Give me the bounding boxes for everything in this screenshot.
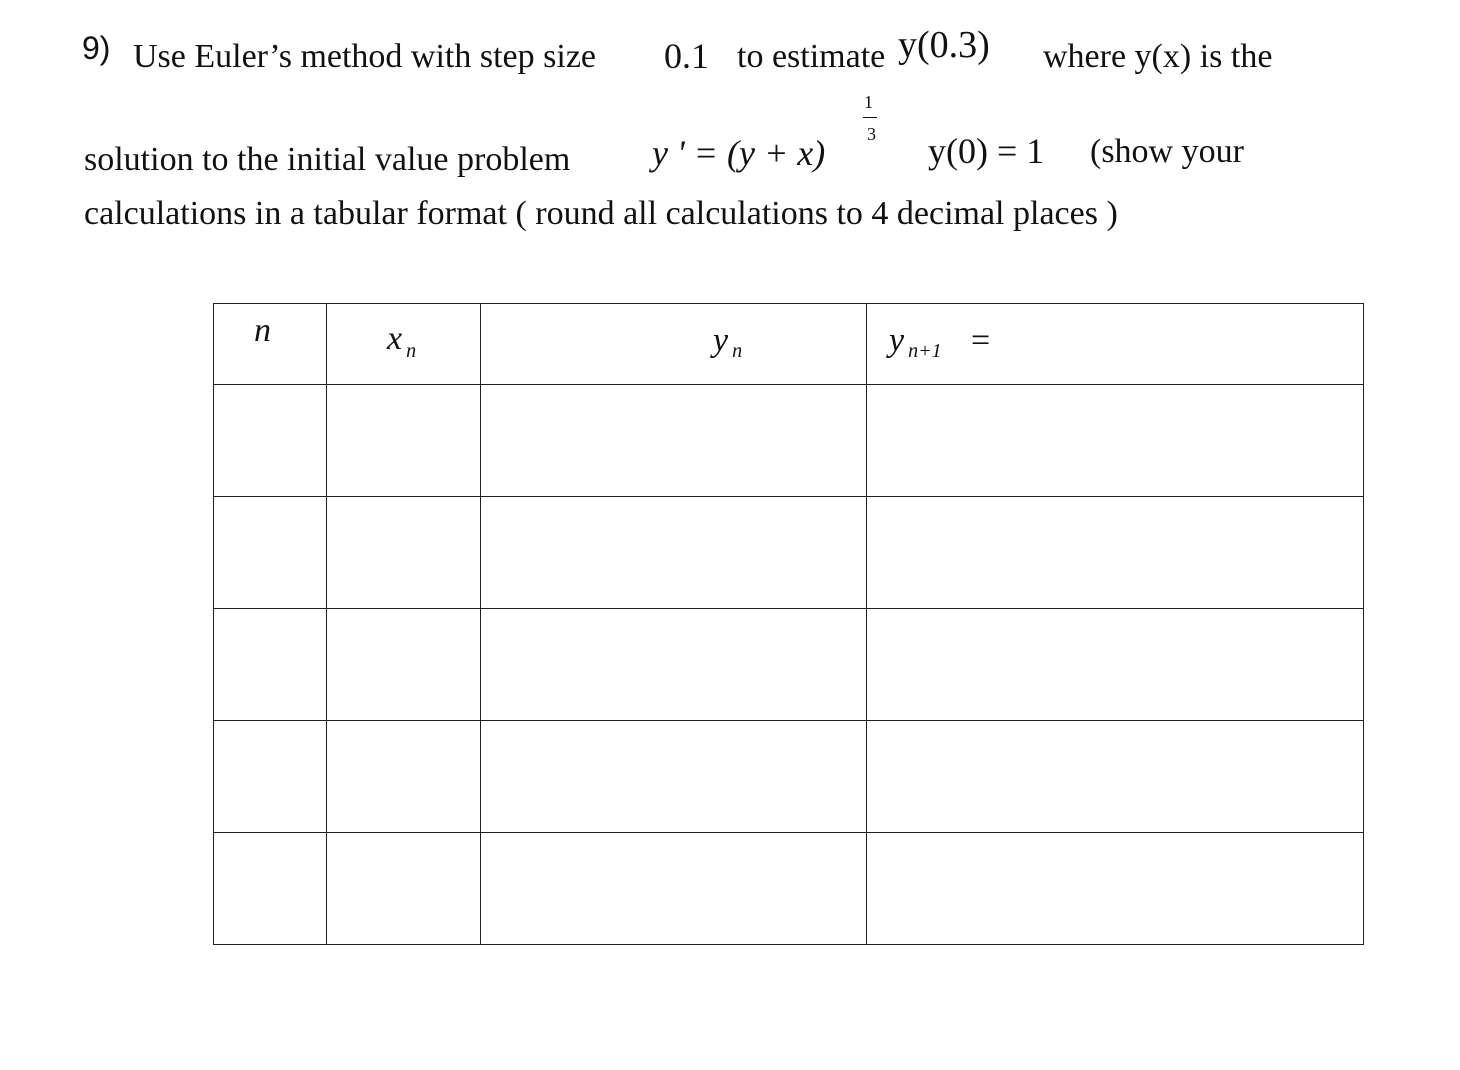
header-equals: = xyxy=(971,322,991,359)
cell-yn[interactable] xyxy=(481,833,867,945)
step-size-value: 0.1 xyxy=(664,36,709,76)
cell-n[interactable] xyxy=(214,497,327,609)
ode-expression: y ' = (y + x) xyxy=(652,133,826,173)
cell-n[interactable] xyxy=(214,385,327,497)
table-header-row xyxy=(214,304,1364,385)
cell-xn[interactable] xyxy=(327,497,481,609)
target-expression: y(0.3) xyxy=(898,24,990,66)
header-yn xyxy=(481,304,867,385)
initial-condition: y(0) = 1 xyxy=(928,131,1045,171)
table-row xyxy=(214,721,1364,833)
cell-yn1[interactable] xyxy=(867,721,1364,833)
table-row xyxy=(214,833,1364,945)
cell-n[interactable] xyxy=(214,721,327,833)
question-line3: calculations in a tabular format ( round all calculations to 4 decimal places ) xyxy=(84,195,1118,232)
table-row xyxy=(214,497,1364,609)
header-yn1-label: yn+1 xyxy=(889,322,942,362)
table-row xyxy=(214,609,1364,721)
header-n-label: n xyxy=(254,312,271,349)
question-line1-part3: where y(x) is the xyxy=(1043,38,1273,75)
cell-n[interactable] xyxy=(214,833,327,945)
cell-xn[interactable] xyxy=(327,385,481,497)
exponent-numerator: 1 xyxy=(864,92,873,112)
cell-yn[interactable] xyxy=(481,609,867,721)
cell-xn[interactable] xyxy=(327,833,481,945)
question-line1-part2: to estimate xyxy=(737,38,886,75)
question-line2-part1: solution to the initial value problem xyxy=(84,141,571,178)
header-n xyxy=(214,304,327,385)
question-line1-part1: Use Euler’s method with step size xyxy=(133,38,597,75)
cell-yn1[interactable] xyxy=(867,497,1364,609)
cell-yn1[interactable] xyxy=(867,385,1364,497)
euler-table xyxy=(213,303,1364,945)
cell-xn[interactable] xyxy=(327,721,481,833)
header-xn-label: x $_n$ xyxy=(387,320,417,362)
fraction-bar xyxy=(863,117,877,118)
question-line2-part2: (show your xyxy=(1090,133,1244,170)
cell-yn1[interactable] xyxy=(867,833,1364,945)
cell-yn[interactable] xyxy=(481,497,867,609)
table-row xyxy=(214,385,1364,497)
cell-yn[interactable] xyxy=(481,721,867,833)
cell-xn[interactable] xyxy=(327,609,481,721)
header-xn xyxy=(327,304,481,385)
cell-n[interactable] xyxy=(214,609,327,721)
cell-yn[interactable] xyxy=(481,385,867,497)
exponent-denominator: 3 xyxy=(867,124,876,144)
header-yn1 xyxy=(867,304,1364,385)
header-yn-label: yn xyxy=(713,322,743,362)
cell-yn1[interactable] xyxy=(867,609,1364,721)
question-number: 9) xyxy=(82,30,111,66)
